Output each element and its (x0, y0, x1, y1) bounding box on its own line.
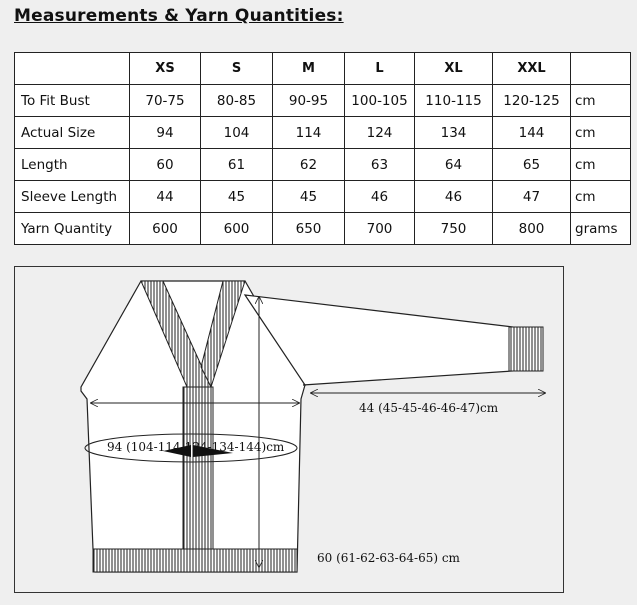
table-cell: 750 (415, 213, 493, 245)
table-cell: 650 (273, 213, 345, 245)
table-row (15, 85, 631, 117)
table-cell: 120-125 (493, 85, 571, 117)
table-header-cell (15, 53, 130, 85)
table-cell: 134 (415, 117, 493, 149)
table-cell: 94 (130, 117, 201, 149)
table-cell: 80-85 (201, 85, 273, 117)
page-title: Measurements & Yarn Quantities: (14, 6, 344, 26)
table-cell: 114 (273, 117, 345, 149)
row-label: To Fit Bust (15, 85, 130, 117)
front-band (183, 387, 213, 549)
table-cell: 45 (273, 181, 345, 213)
row-label: Actual Size (15, 117, 130, 149)
table-cell: 62 (273, 149, 345, 181)
table-cell: 47 (493, 181, 571, 213)
row-unit: cm (571, 181, 631, 213)
row-unit: cm (571, 117, 631, 149)
table-cell: 60 (130, 149, 201, 181)
table-cell: 90-95 (273, 85, 345, 117)
table-cell: 70-75 (130, 85, 201, 117)
table-header-cell: L (345, 53, 415, 85)
table-cell: 61 (201, 149, 273, 181)
table-header-cell: XL (415, 53, 493, 85)
table-header-cell: XS (130, 53, 201, 85)
table-cell: 45 (201, 181, 273, 213)
table-cell: 65 (493, 149, 571, 181)
table-cell: 64 (415, 149, 493, 181)
sleeve-measurement-label: 44 (45-45-46-46-47)cm (359, 401, 499, 415)
table-cell: 104 (201, 117, 273, 149)
measurements-table (14, 52, 631, 245)
table-cell: 110-115 (415, 85, 493, 117)
table-header-cell: S (201, 53, 273, 85)
row-unit: grams (571, 213, 631, 245)
sleeve-cuff (509, 327, 543, 371)
table-row (15, 181, 631, 213)
table-cell: 700 (345, 213, 415, 245)
table-header-row (15, 53, 631, 85)
table-cell: 44 (130, 181, 201, 213)
table-cell: 800 (493, 213, 571, 245)
table-cell: 144 (493, 117, 571, 149)
length-measurement-label: 60 (61-62-63-64-65) cm (317, 551, 460, 565)
table-cell: 100-105 (345, 85, 415, 117)
row-unit: cm (571, 149, 631, 181)
table-cell: 46 (415, 181, 493, 213)
table-header-cell: XXL (493, 53, 571, 85)
chest-measurement-label: 94 (104-114-124-134-144)cm (107, 440, 285, 454)
row-unit: cm (571, 85, 631, 117)
row-label: Yarn Quantity (15, 213, 130, 245)
table-cell: 600 (201, 213, 273, 245)
row-label: Length (15, 149, 130, 181)
table-cell: 63 (345, 149, 415, 181)
schematic-drawing (15, 267, 563, 592)
row-label: Sleeve Length (15, 181, 130, 213)
table-row (15, 149, 631, 181)
table-cell: 600 (130, 213, 201, 245)
table-row (15, 213, 631, 245)
bottom-ribbing (93, 549, 297, 572)
garment-schematic (14, 266, 564, 593)
table-cell: 46 (345, 181, 415, 213)
table-row (15, 117, 631, 149)
table-header-cell: M (273, 53, 345, 85)
table-header-cell (571, 53, 631, 85)
table-cell: 124 (345, 117, 415, 149)
